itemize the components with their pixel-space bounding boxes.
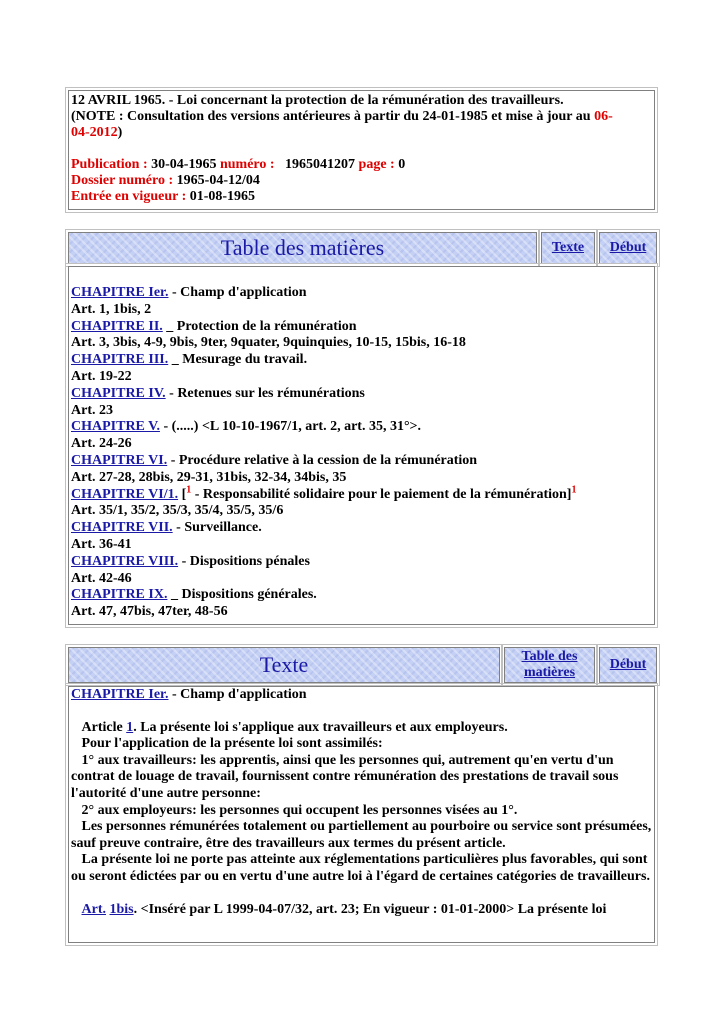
chapter-link[interactable]: CHAPITRE VI/1. <box>71 486 179 502</box>
chapter-title: - Champ d'application <box>168 687 307 702</box>
article-text: . La présente loi s'applique aux travailleurs et aux employeurs. <box>133 719 508 735</box>
publication-label: Publication : <box>71 157 152 172</box>
paragraph-text: La présente loi ne porte pas atteinte aux réglementations particulières plus favorables, qui sont ou seront édictées par ou en vertu d'une autre loi à l'égard de certaines catégories de travailleurs. <box>71 852 650 884</box>
toc-chapter-row <box>71 419 652 436</box>
footnote-marker: 1 <box>186 483 192 495</box>
toc-chapter-row <box>71 352 652 369</box>
nav-debut-link[interactable]: Début <box>609 240 647 255</box>
toc-title-bar <box>68 232 537 264</box>
chapter-link[interactable]: CHAPITRE VII. <box>71 520 173 536</box>
toc-articles: Art. 24-26 <box>71 436 132 452</box>
toc-articles: Art. 35/1, 35/2, 35/3, 35/4, 35/5, 35/6 <box>71 503 284 519</box>
nav-table-cell <box>504 647 595 683</box>
toc-articles: Art. 36-41 <box>71 536 132 552</box>
consultation-note <box>71 109 652 141</box>
paragraph <box>71 852 652 885</box>
page-value: 0 <box>398 157 406 172</box>
publication-line <box>71 157 652 173</box>
chapter-link[interactable]: CHAPITRE V. <box>71 419 160 435</box>
note-date-2: 04-2012 <box>71 125 118 140</box>
numero-value: 1965041207 <box>285 157 356 172</box>
chapter-title: _ Dispositions générales. <box>167 587 317 603</box>
toc-chapter-row <box>71 386 652 403</box>
vigueur-label: Entrée en vigueur : <box>71 189 190 204</box>
nav-texte-cell <box>541 232 595 264</box>
text-content <box>68 686 655 943</box>
text-chapter-heading <box>71 687 652 704</box>
article-number-link[interactable]: 1 <box>126 719 134 735</box>
art-number-link[interactable]: 1bis <box>109 901 134 917</box>
toc-content <box>68 266 655 625</box>
chapter-title: - Procédure relative à la cession de la rémunération <box>167 452 478 468</box>
vigueur-line <box>71 189 652 205</box>
article-1 <box>71 720 652 737</box>
toc-chapter-row <box>71 285 652 302</box>
dossier-line <box>71 173 652 189</box>
toc-articles: Art. 1, 1bis, 2 <box>71 301 152 317</box>
toc-chapter-row <box>71 453 652 470</box>
chapter-link[interactable]: CHAPITRE IX. <box>71 587 168 603</box>
footnote-marker: 1 <box>571 483 577 495</box>
paragraph <box>71 753 652 803</box>
toc-chapter-row <box>71 319 652 336</box>
article-1bis <box>71 902 652 919</box>
paragraph-text: Les personnes rémunérées totalement ou partiellement au pourboire ou service sont présumées, sauf preuve contraire, être des travailleurs aux termes du présent article. <box>71 819 652 851</box>
note-suffix: ) <box>117 125 123 140</box>
paragraph-text: 2° aux employeurs: les personnes qui occupent les personnes visées au 1°. <box>81 802 518 818</box>
vigueur-value: 01-08-1965 <box>189 189 256 204</box>
chapter-title: - Retenues sur les rémunérations <box>165 385 365 401</box>
article-text: . <Inséré par L 1999-04-07/32, art. 23; En vigueur : 01-01-2000> La présente loi <box>133 901 607 917</box>
law-header <box>68 90 655 210</box>
toc-articles: Art. 27-28, 28bis, 29-31, 31bis, 32-34, 34bis, 35 <box>71 469 347 485</box>
nav-debut-link-2[interactable]: Début <box>609 657 647 672</box>
chapter-link[interactable]: CHAPITRE IV. <box>71 385 166 401</box>
chapter-link[interactable]: CHAPITRE VIII. <box>71 553 179 569</box>
text-title: Texte <box>259 652 309 677</box>
chapter-title: - (.....) <L 10-10-1967/1, art. 2, art. 35, 31°>. <box>159 419 422 435</box>
toc-articles: Art. 19-22 <box>71 368 132 384</box>
toc-articles: Art. 3, 3bis, 4-9, 9bis, 9ter, 9quater, 9quinquies, 10-15, 15bis, 16-18 <box>71 335 466 351</box>
chapter-link[interactable]: CHAPITRE Ier. <box>71 687 169 702</box>
note-prefix: (NOTE : Consultation des versions antérieures à partir du 24-01-1985 et mise à jour au <box>71 109 595 124</box>
paragraph <box>71 819 652 852</box>
page-label: page : <box>355 157 399 172</box>
dossier-label: Dossier numéro : <box>71 173 177 188</box>
toc-chapter-row <box>71 483 652 504</box>
nav-texte-link[interactable]: Texte <box>551 240 585 255</box>
chapter-link[interactable]: CHAPITRE VI. <box>71 452 168 468</box>
chapter-link[interactable]: CHAPITRE II. <box>71 318 163 334</box>
paragraph <box>71 736 652 753</box>
toc-chapter-row <box>71 520 652 537</box>
chapter-title: - Champ d'application <box>168 285 307 300</box>
chapter-link[interactable]: CHAPITRE III. <box>71 352 169 368</box>
law-title: 12 AVRIL 1965. - Loi concernant la protection de la rémunération des travailleurs. <box>71 93 564 108</box>
art-link[interactable]: Art. <box>81 901 106 917</box>
paragraph <box>71 803 652 820</box>
chapter-title: - Dispositions pénales <box>178 553 310 569</box>
paragraph-text: Pour l'application de la présente loi sont assimilés: <box>81 736 383 752</box>
nav-debut-cell <box>599 232 657 264</box>
chapter-title: - Responsabilité solidaire pour le paiement de la rémunération] <box>191 486 572 502</box>
numero-label: numéro : <box>216 157 279 172</box>
nav-debut-cell-2 <box>599 647 657 683</box>
toc-title: Table des matières <box>220 235 385 260</box>
toc-articles: Art. 47, 47bis, 47ter, 48-56 <box>71 604 228 620</box>
toc-articles: Art. 42-46 <box>71 570 132 586</box>
toc-chapter-row <box>71 587 652 604</box>
chapter-title: _ Protection de la rémunération <box>162 318 357 334</box>
toc-articles: Art. 23 <box>71 402 113 418</box>
chapter-link[interactable]: CHAPITRE Ier. <box>71 285 169 300</box>
nav-table-link[interactable]: Table des matières <box>521 649 578 680</box>
chapter-title: - Surveillance. <box>172 520 262 536</box>
dossier-value: 1965-04-12/04 <box>176 173 260 188</box>
article-prefix: Article <box>81 719 127 735</box>
note-date-1: 06- <box>594 109 613 124</box>
toc-chapter-row <box>71 554 652 571</box>
paragraph-text: 1° aux travailleurs: les apprentis, ainsi que les personnes qui, autrement qu'en vertu d'un contrat de louage de travail, fournissent contre rémunération des prestations de travail sous l'autorité d'une autre personne: <box>71 752 619 801</box>
text-title-bar <box>68 647 500 683</box>
chapter-title-pre: [ <box>178 486 187 502</box>
chapter-title: _ Mesurage du travail. <box>168 352 308 368</box>
publication-value: 30-04-1965 <box>151 157 217 172</box>
